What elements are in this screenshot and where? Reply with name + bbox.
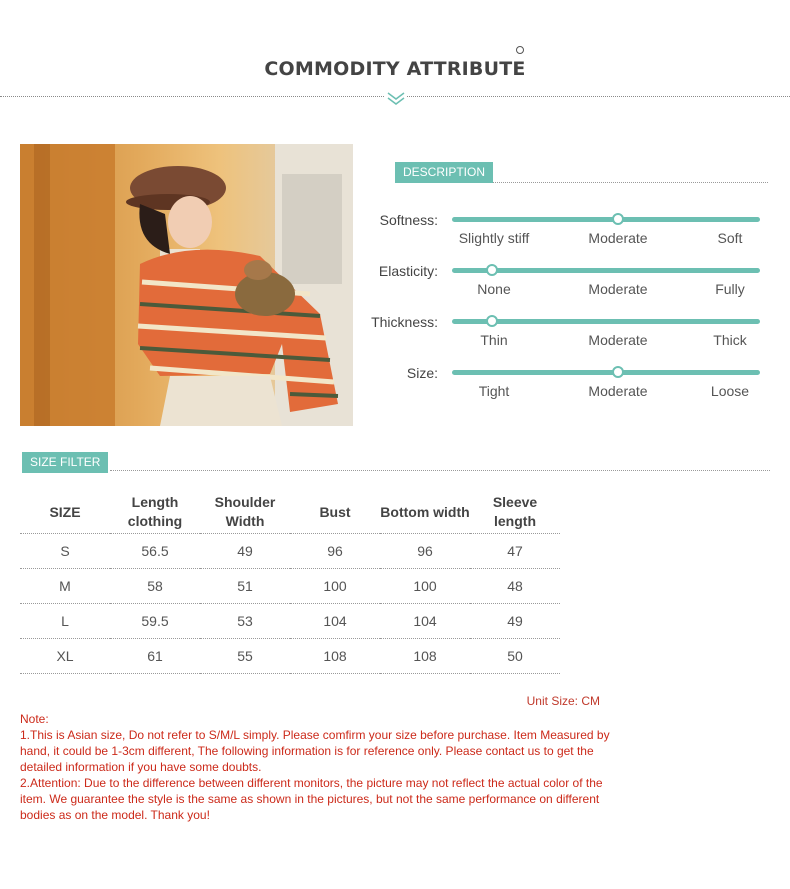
attribute-marker-size (612, 366, 624, 378)
attribute-option-size-1: Moderate (588, 383, 648, 399)
table-header-row (20, 492, 560, 533)
header-shoulder: Shoulder Width (200, 492, 290, 533)
title-degree-mark (516, 46, 524, 54)
attribute-marker-thickness (486, 315, 498, 327)
attribute-scale-size (452, 370, 760, 375)
note-title: Note: (20, 712, 49, 726)
table-cell: M (20, 568, 110, 603)
table-cell: 100 (380, 568, 470, 603)
table-cell: 50 (470, 638, 560, 673)
attribute-scale-elasticity (452, 268, 760, 273)
attribute-row-elasticity (360, 263, 770, 303)
attribute-option-thickness-1: Moderate (588, 332, 648, 348)
table-cell: 61 (110, 638, 200, 673)
attribute-option-thickness-0: Thin (480, 332, 508, 348)
table-cell: 96 (290, 533, 380, 568)
attribute-scale-thickness (452, 319, 760, 324)
note-block (20, 711, 610, 823)
table-cell: 49 (470, 603, 560, 638)
table-cell: 48 (470, 568, 560, 603)
attribute-option-softness-2: Soft (717, 230, 743, 246)
attribute-option-elasticity-0: None (477, 281, 511, 297)
attribute-option-softness-1: Moderate (588, 230, 648, 246)
table-row (20, 533, 560, 568)
size-filter-divider (110, 470, 770, 471)
description-divider (493, 182, 768, 183)
chevron-down-icon (385, 90, 407, 106)
table-cell: 59.5 (110, 603, 200, 638)
table-cell: 108 (290, 638, 380, 673)
table-cell: 51 (200, 568, 290, 603)
unit-size-label: Unit Size: CM (526, 694, 600, 708)
size-filter-tag: SIZE FILTER (22, 452, 108, 473)
table-row (20, 638, 560, 673)
table-cell: S (20, 533, 110, 568)
attribute-marker-elasticity (486, 264, 498, 276)
attribute-row-size (360, 365, 770, 405)
attribute-option-thickness-2: Thick (713, 332, 747, 348)
description-tag: DESCRIPTION (395, 162, 493, 183)
size-table (20, 492, 560, 674)
attribute-option-softness-0: Slightly stiff (458, 230, 530, 246)
table-cell: XL (20, 638, 110, 673)
table-cell: 100 (290, 568, 380, 603)
table-cell: 53 (200, 603, 290, 638)
header-length: Length clothing (110, 492, 200, 533)
note-line-1: 1.This is Asian size, Do not refer to S/M/L simply. Please comfirm your size before purchase. Item Measured by hand, it could be 1-3cm different, The following information is for reference only. Please contact us to get the detailed information if you have some doubts. (20, 728, 610, 774)
table-row (20, 603, 560, 638)
attribute-label-softness: Softness: (379, 212, 438, 228)
section-header (0, 0, 790, 110)
table-cell: 49 (200, 533, 290, 568)
table-cell: 96 (380, 533, 470, 568)
page-title: COMMODITY ATTRIBUTE (264, 58, 526, 80)
product-photo (20, 144, 353, 426)
attribute-option-elasticity-2: Fully (715, 281, 745, 297)
table-row (20, 568, 560, 603)
table-cell: 104 (290, 603, 380, 638)
attribute-label-elasticity: Elasticity: (378, 263, 438, 279)
attribute-option-size-0: Tight (478, 383, 510, 399)
table-cell: 104 (380, 603, 470, 638)
attribute-marker-softness (612, 213, 624, 225)
table-cell: 47 (470, 533, 560, 568)
attribute-label-thickness: Thickness: (371, 314, 438, 330)
attribute-option-size-2: Loose (710, 383, 750, 399)
attribute-row-thickness (360, 314, 770, 354)
attribute-label-size: Size: (406, 365, 438, 381)
header-bust: Bust (290, 492, 380, 533)
attribute-scale-softness (452, 217, 760, 222)
table-cell: 58 (110, 568, 200, 603)
attribute-option-elasticity-1: Moderate (588, 281, 648, 297)
header-size: SIZE (20, 492, 110, 533)
table-cell: L (20, 603, 110, 638)
attribute-row-softness (360, 212, 770, 252)
header-bottom: Bottom width (380, 492, 470, 533)
table-cell: 108 (380, 638, 470, 673)
table-cell: 55 (200, 638, 290, 673)
header-sleeve: Sleeve length (470, 492, 560, 533)
note-line-2: 2.Attention: Due to the difference between different monitors, the picture may not reflect the actual color of the item. We guarantee the style is the same as shown in the pictures, but not the same performance on different bodies as on the model. Thank you! (20, 776, 603, 822)
table-cell: 56.5 (110, 533, 200, 568)
